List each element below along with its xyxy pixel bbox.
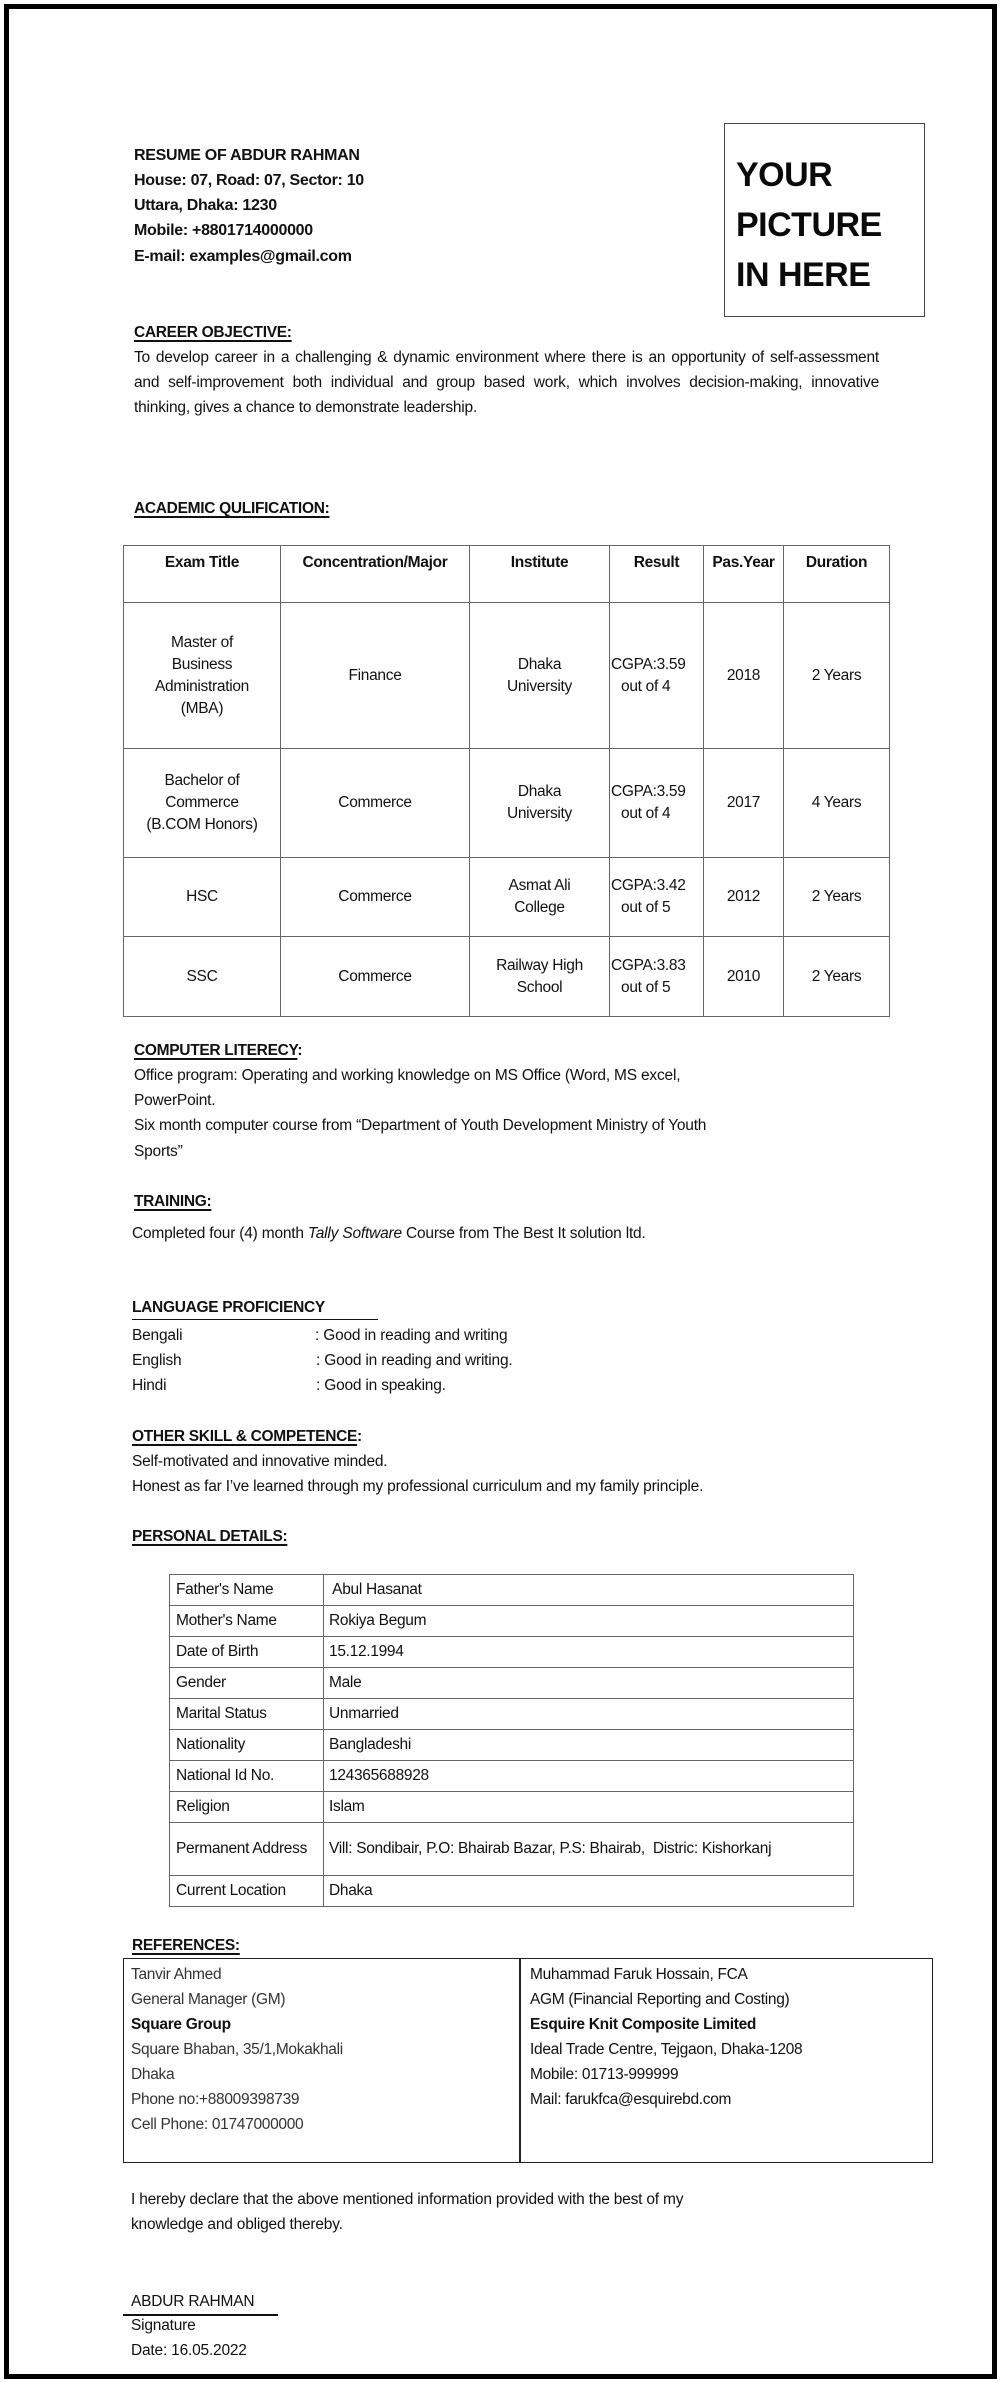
training-heading: TRAINING: [134,1193,212,1210]
language-level: : Good in reading and writing [315,1327,508,1344]
references-divider [519,1959,521,2162]
column-header: Pas.Year [704,546,784,603]
reference-right [530,1962,802,2112]
duration-cell: 2 Years [784,858,890,937]
computer-literacy-heading: COMPUTER LITERECY: [134,1042,303,1059]
detail-value: Unmarried [324,1699,854,1730]
result-cell: CGPA:3.42 out of 5 [610,858,704,937]
column-header: Duration [784,546,890,603]
table-row [124,603,890,749]
duration-cell: 4 Years [784,749,890,858]
reference-cell: Cell Phone: 01747000000 [131,2116,304,2133]
year-cell: 2012 [704,858,784,937]
table-row [124,749,890,858]
table-row [124,937,890,1017]
computer-literacy-line: Six month computer course from “Department of Youth Development Ministry of Youth [134,1117,707,1134]
detail-label: Permanent Address [170,1823,324,1876]
detail-value: Abul Hasanat [324,1575,854,1606]
reference-left [131,1962,343,2137]
language-level: : Good in reading and writing. [316,1352,513,1369]
result-cell: CGPA:3.59 out of 4 [610,749,704,858]
duration-cell: 2 Years [784,603,890,749]
table-row [170,1699,854,1730]
personal-details-heading: PERSONAL DETAILS: [132,1528,288,1545]
career-objective-heading: CAREER OBJECTIVE: [134,324,292,341]
language-heading: LANGUAGE PROFICIENCY [132,1297,378,1320]
computer-literacy-line: Sports” [134,1143,183,1160]
table-row [170,1668,854,1699]
detail-value: Rokiya Begum [324,1606,854,1637]
reference-address: Ideal Trade Centre, Tejgaon, Dhaka-1208 [530,2041,803,2058]
duration-cell: 2 Years [784,937,890,1017]
exam-title-cell: Bachelor of Commerce (B.COM Honors) [124,749,281,858]
column-header: Result [610,546,704,603]
reference-designation: AGM (Financial Reporting and Costing) [530,1991,790,2008]
table-row [170,1792,854,1823]
institute-cell: Dhaka University [470,603,610,749]
exam-title-cell: SSC [124,937,281,1017]
detail-label: Mother's Name [170,1606,324,1637]
detail-value: Dhaka [324,1876,854,1907]
reference-company: Square Group [131,2016,231,2033]
detail-label: Father's Name [170,1575,324,1606]
address-line-2: Uttara, Dhaka: 1230 [134,197,277,214]
table-row [170,1730,854,1761]
signature-label: Signature [131,2317,196,2334]
detail-label: Religion [170,1792,324,1823]
table-row [170,1876,854,1907]
major-cell: Commerce [281,858,470,937]
photo-placeholder-line: IN HERE [736,256,871,294]
column-header: Exam Title [124,546,281,603]
exam-title-cell: HSC [124,858,281,937]
result-cell: CGPA:3.59 out of 4 [610,603,704,749]
reference-name: Tanvir Ahmed [131,1966,222,1983]
references-box [123,1958,933,2163]
reference-designation: General Manager (GM) [131,1991,286,2008]
signature-date: Date: 16.05.2022 [131,2342,247,2359]
major-cell: Commerce [281,749,470,858]
table-row [170,1823,854,1876]
detail-label: Marital Status [170,1699,324,1730]
skill-line: Honest as far I’ve learned through my professional curriculum and my family principle. [132,1478,704,1495]
year-cell: 2017 [704,749,784,858]
major-cell: Commerce [281,937,470,1017]
skills-heading: OTHER SKILL & COMPETENCE: [132,1428,362,1445]
photo-placeholder-line: YOUR [736,156,833,194]
training-text: Completed four (4) month Tally Software Course from The Best It solution ltd. [132,1225,646,1242]
resume-title: RESUME OF ABDUR RAHMAN [134,147,360,164]
institute-cell: Dhaka University [470,749,610,858]
detail-value: 15.12.1994 [324,1637,854,1668]
table-row [170,1637,854,1668]
institute-cell: Railway High School [470,937,610,1017]
detail-label: Date of Birth [170,1637,324,1668]
address-line-1: House: 07, Road: 07, Sector: 10 [134,172,364,189]
reference-phone: Phone no:+88009398739 [131,2091,300,2108]
declaration-line: I hereby declare that the above mentioned information provided with the best of my [131,2191,684,2208]
year-cell: 2018 [704,603,784,749]
major-cell: Finance [281,603,470,749]
reference-address: Dhaka [131,2066,175,2083]
detail-value: Male [324,1668,854,1699]
detail-value: Vill: Sondibair, P.O: Bhairab Bazar, P.S: Bhairab, Distric: Kishorkanj [324,1823,854,1876]
personal-details-table [169,1574,854,1907]
language-name: English [132,1352,182,1369]
detail-value: 124365688928 [324,1761,854,1792]
reference-mail: Mail: farukfca@esquirebd.com [530,2091,732,2108]
computer-literacy-line: Office program: Operating and working knowledge on MS Office (Word, MS excel, [134,1067,681,1084]
institute-cell: Asmat Ali College [470,858,610,937]
column-header: Institute [470,546,610,603]
email-address: E-mail: examples@gmail.com [134,248,352,265]
detail-label: National Id No. [170,1761,324,1792]
academic-table [123,545,890,1017]
table-row [170,1606,854,1637]
photo-placeholder-line: PICTURE [736,206,882,244]
detail-label: Gender [170,1668,324,1699]
computer-literacy-line: PowerPoint. [134,1092,216,1109]
reference-name: Muhammad Faruk Hossain, FCA [530,1966,748,1983]
exam-title-cell: Master of Business Administration (MBA) [124,603,281,749]
reference-address: Square Bhaban, 35/1,Mokakhali [131,2041,343,2058]
detail-value: Islam [324,1792,854,1823]
language-name: Bengali [132,1327,183,1344]
reference-mobile: Mobile: 01713-999999 [530,2066,679,2083]
table-row [170,1575,854,1606]
language-level: : Good in speaking. [316,1377,446,1394]
column-header: Concentration/Major [281,546,470,603]
career-objective-text: To develop career in a challenging & dynamic environment where there is an opportunity of self-assessment and self-improvement both individual and group based work, which involves decision-making, innovative thinking, gives a chance to demonstrate leadership. [134,349,879,416]
references-heading: REFERENCES: [132,1937,240,1954]
table-row [124,858,890,937]
detail-value: Bangladeshi [324,1730,854,1761]
table-header-row [124,546,890,603]
detail-label: Current Location [170,1876,324,1907]
academic-heading: ACADEMIC QULIFICATION: [134,500,330,517]
result-cell: CGPA:3.83 out of 5 [610,937,704,1017]
photo-placeholder [724,123,925,317]
reference-company: Esquire Knit Composite Limited [530,2016,757,2033]
mobile-number: Mobile: +8801714000000 [134,222,313,239]
year-cell: 2010 [704,937,784,1017]
language-name: Hindi [132,1377,167,1394]
skill-line: Self-motivated and innovative minded. [132,1453,388,1470]
table-row [170,1761,854,1792]
declaration-line: knowledge and obliged thereby. [131,2216,343,2233]
detail-label: Nationality [170,1730,324,1761]
signature-name: ABDUR RAHMAN [131,2293,255,2310]
